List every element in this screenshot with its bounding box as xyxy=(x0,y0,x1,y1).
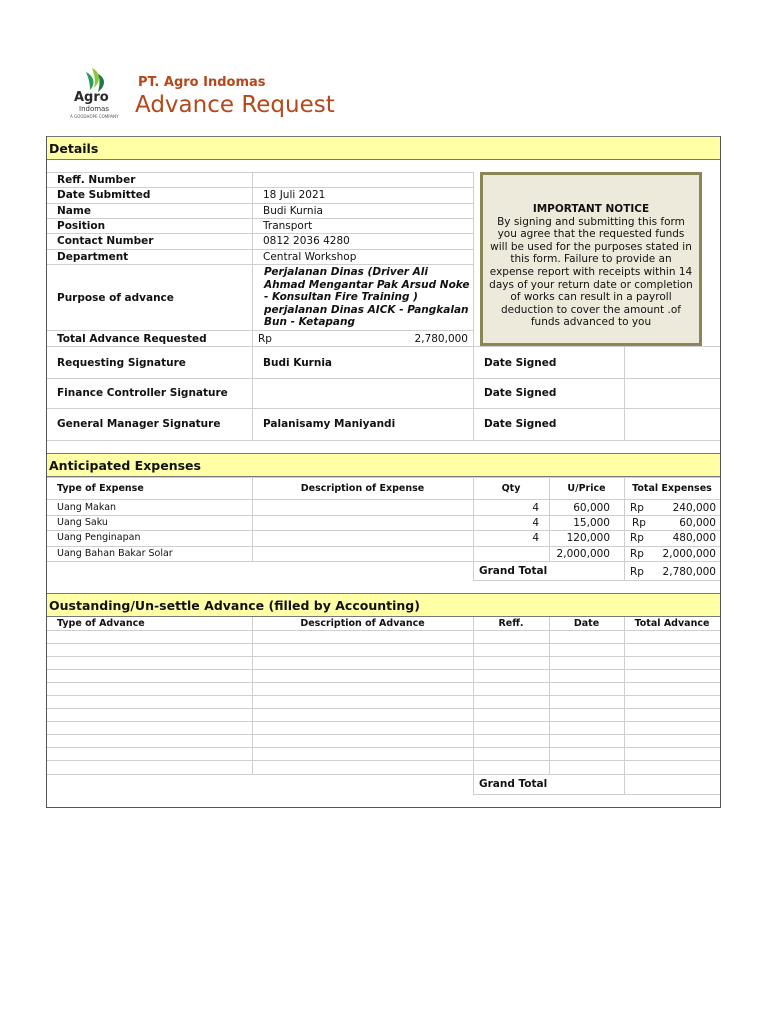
outstanding-section-header: Oustanding/Un-settle Advance (filled by Accounting) xyxy=(47,593,720,617)
expense-price[interactable]: 60,000 xyxy=(573,502,610,514)
exp-col-total: Total Expenses xyxy=(632,483,712,494)
expense-price[interactable]: 2,000,000 xyxy=(556,548,610,560)
expense-total: 240,000 xyxy=(672,502,716,514)
field-label-date: Date Submitted xyxy=(57,189,151,201)
out-col-date: Date xyxy=(573,618,600,629)
exp-col-qty: Qty xyxy=(501,483,521,494)
out-col-desc: Description of Advance xyxy=(300,618,425,629)
details-section-header: Details xyxy=(47,136,720,160)
field-value-date[interactable]: 18 Juli 2021 xyxy=(263,189,326,201)
requesting-date-label: Date Signed xyxy=(484,357,557,369)
expenses-grand-total-currency: Rp xyxy=(630,566,644,578)
table-row: Uang Penginapan xyxy=(57,532,141,543)
exp-col-price: U/Price xyxy=(567,483,606,494)
expenses-grand-total-label: Grand Total xyxy=(479,565,548,577)
finance-signature-label: Finance Controller Signature xyxy=(57,387,228,399)
outstanding-grand-total-label: Grand Total xyxy=(479,778,548,790)
exp-col-desc: Description of Expense xyxy=(300,483,425,494)
gm-signature-name[interactable]: Palanisamy Maniyandi xyxy=(263,418,396,430)
expense-total: 480,000 xyxy=(672,532,716,544)
out-col-reff: Reff. xyxy=(498,618,524,629)
expense-total: 60,000 xyxy=(679,517,716,529)
expense-qty[interactable]: 4 xyxy=(532,517,539,529)
gm-date-label: Date Signed xyxy=(484,418,557,430)
logo-text: Agro xyxy=(74,90,109,105)
notice-title: IMPORTANT NOTICE xyxy=(532,203,650,215)
field-label-name: Name xyxy=(57,205,91,217)
purpose-value[interactable]: Perjalanan Dinas (Driver Ali Ahmad Mengantar Pak Arsud Noke - Konsultan Fire Training ) perjalanan Dinas AICK - Pangkalan Bun - Ketapang xyxy=(264,266,470,328)
expense-qty[interactable]: 4 xyxy=(532,502,539,514)
field-label-position: Position xyxy=(57,220,106,232)
table-row: Uang Makan xyxy=(57,502,117,513)
exp-col-type: Type of Expense xyxy=(57,483,144,494)
total-advance-label: Total Advance Requested xyxy=(57,333,207,345)
logo-subtext: Indomas xyxy=(79,105,109,113)
requesting-signature-name[interactable]: Budi Kurnia xyxy=(263,357,333,369)
table-row: Uang Bahan Bakar Solar xyxy=(57,548,173,559)
expense-total: 2,000,000 xyxy=(662,548,716,560)
page-title: Advance Request xyxy=(135,92,335,118)
expense-currency: Rp xyxy=(630,548,644,560)
expense-currency: Rp xyxy=(630,532,644,544)
gm-signature-label: General Manager Signature xyxy=(57,418,221,430)
out-col-total: Total Advance xyxy=(634,618,710,629)
field-value-position[interactable]: Transport xyxy=(263,220,313,232)
expenses-section-header: Anticipated Expenses xyxy=(47,453,720,477)
purpose-label: Purpose of advance xyxy=(57,292,174,304)
field-value-name[interactable]: Budi Kurnia xyxy=(263,205,323,217)
expense-price[interactable]: 15,000 xyxy=(573,517,610,529)
field-label-contact: Contact Number xyxy=(57,235,154,247)
expense-qty[interactable]: 4 xyxy=(532,532,539,544)
logo-tagline: A GOODHOPE COMPANY xyxy=(70,114,119,119)
expense-price[interactable]: 120,000 xyxy=(566,532,610,544)
company-name: PT. Agro Indomas xyxy=(138,75,266,90)
finance-date-label: Date Signed xyxy=(484,387,557,399)
total-advance-currency: Rp xyxy=(258,333,272,345)
notice-body: By signing and submitting this form you agree that the requested funds will be used for the purposes stated in this form. Failure to provide an expense report with receipts within 14 days of your return date or completion of works can result in a payroll deduction to cover the amount .of funds advanced to you xyxy=(489,215,693,329)
total-advance-value[interactable]: 2,780,000 xyxy=(414,333,468,345)
field-value-department[interactable]: Central Workshop xyxy=(263,251,357,263)
table-row: Uang Saku xyxy=(57,517,108,528)
field-value-contact[interactable]: 0812 2036 4280 xyxy=(263,235,350,247)
expenses-grand-total-value: 2,780,000 xyxy=(662,566,716,578)
expense-currency: Rp xyxy=(630,502,644,514)
requesting-signature-label: Requesting Signature xyxy=(57,357,186,369)
important-notice-box xyxy=(480,172,702,346)
field-label-reff: Reff. Number xyxy=(57,174,136,186)
field-label-department: Department xyxy=(57,251,129,263)
expense-currency: Rp xyxy=(632,517,646,529)
out-col-type: Type of Advance xyxy=(57,618,145,629)
